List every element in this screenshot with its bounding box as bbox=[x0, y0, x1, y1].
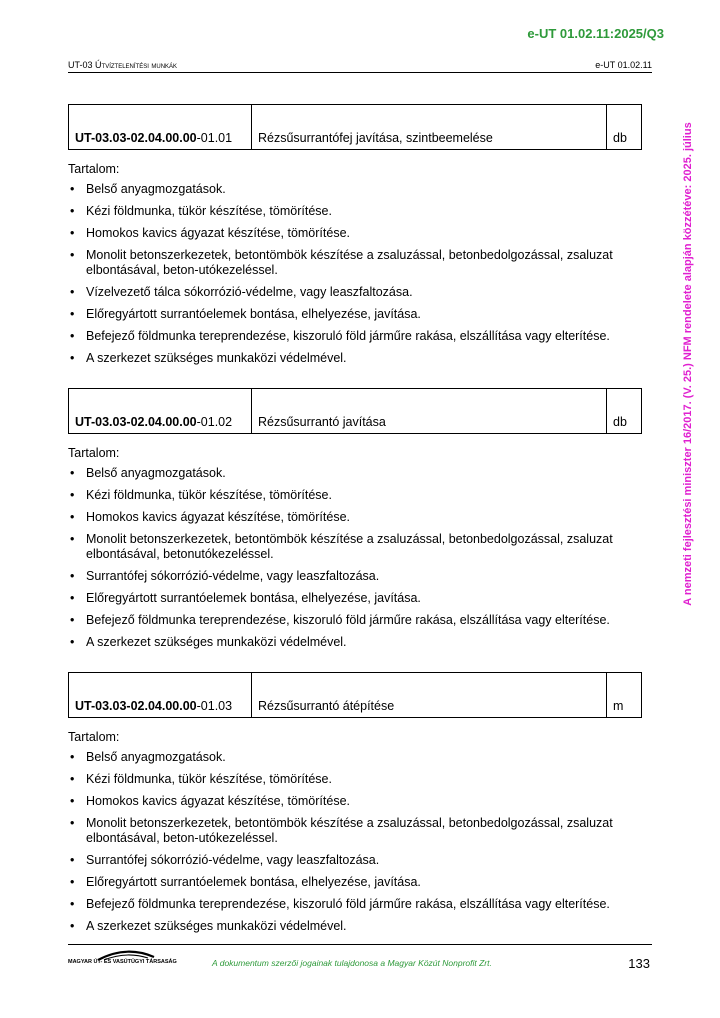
header-divider bbox=[68, 72, 652, 73]
item-code-cell bbox=[69, 105, 252, 150]
side-note-text: A nemzeti fejlesztési miniszter 16/2017. (V. 25.) NFM rendelete alapján közzétéve: 2025. július bbox=[682, 122, 694, 606]
list-item: • Előregyártott surrantóelemek bontása, elhelyezése, javítása. bbox=[70, 875, 421, 889]
list-item: • Kézi földmunka, tükör készítése, tömörítése. bbox=[70, 488, 332, 502]
list-item: • Kézi földmunka, tükör készítése, tömörítése. bbox=[70, 204, 332, 218]
list-item: • Belső anyagmozgatások. bbox=[70, 466, 226, 480]
list-item: • Előregyártott surrantóelemek bontása, elhelyezése, javítása. bbox=[70, 307, 421, 321]
header-prefix: UT-03 bbox=[68, 60, 93, 70]
list-item: • Monolit betonszerkezetek, betontömbök készítése a zsaluzással, betonbedolgozással, zsaluzat elbontásával, beton-utókezeléssel. bbox=[70, 248, 613, 277]
list-item: • Befejező földmunka tereprendezése, kiszoruló föld járműre rakása, elszállítása vagy elterítése. bbox=[70, 329, 610, 343]
content-label: Tartalom: bbox=[68, 730, 120, 744]
item-unit-cell: db bbox=[607, 105, 642, 150]
item-code-main: UT-03.03-02.04.00.00 bbox=[75, 699, 197, 713]
list-item: • A szerkezet szükséges munkaközi védelmével. bbox=[70, 351, 347, 365]
list-item: • Monolit betonszerkezetek, betontömbök készítése a zsaluzással, betonbedolgozással, zsaluzat elbontásával, beton-utókezeléssel. bbox=[70, 816, 613, 845]
org-logo bbox=[68, 949, 178, 971]
item-code-main: UT-03.03-02.04.00.00 bbox=[75, 415, 197, 429]
item-unit-cell: db bbox=[607, 389, 642, 434]
list-item: • Belső anyagmozgatások. bbox=[70, 182, 226, 196]
item-header-table bbox=[68, 388, 642, 434]
running-header-right: e-UT 01.02.11 bbox=[595, 60, 652, 70]
list-item: • Kézi földmunka, tükör készítése, tömörítése. bbox=[70, 772, 332, 786]
footer-divider bbox=[68, 944, 652, 945]
list-item: • A szerkezet szükséges munkaközi védelmével. bbox=[70, 919, 347, 933]
list-item: • Surrantófej sókorrózió-védelme, vagy leaszfaltozása. bbox=[70, 853, 380, 867]
content-label: Tartalom: bbox=[68, 162, 120, 176]
running-header-left bbox=[68, 60, 177, 70]
item-code-main: UT-03.03-02.04.00.00 bbox=[75, 131, 197, 145]
list-item: • A szerkezet szükséges munkaközi védelmével. bbox=[70, 635, 347, 649]
item-title-cell: Rézsűsurrantófej javítása, szintbeemelése bbox=[252, 105, 607, 150]
content-list bbox=[68, 750, 642, 934]
list-item: • Homokos kavics ágyazat készítése, tömörítése. bbox=[70, 794, 350, 808]
item-section bbox=[68, 388, 642, 657]
side-publication-note bbox=[677, 96, 699, 632]
item-code-suffix: -01.01 bbox=[196, 131, 233, 145]
list-item: • Homokos kavics ágyazat készítése, tömörítése. bbox=[70, 226, 350, 240]
list-item: • Belső anyagmozgatások. bbox=[70, 750, 226, 764]
item-title-cell: Rézsűsurrantó átépítése bbox=[252, 673, 607, 718]
item-code-suffix: -01.03 bbox=[196, 699, 233, 713]
document-code: e-UT 01.02.11:2025/Q3 bbox=[527, 26, 664, 41]
item-code-suffix: -01.02 bbox=[196, 415, 233, 429]
list-item: • Surrantófej sókorrózió-védelme, vagy leaszfaltozása. bbox=[70, 569, 380, 583]
org-name: MAGYAR ÚT- ÉS VASÚTÜGYI TÁRSASÁG bbox=[68, 959, 177, 965]
item-code-cell bbox=[69, 673, 252, 718]
list-item: • Vízelvezető tálca sókorrózió-védelme, vagy leaszfaltozása. bbox=[70, 285, 413, 299]
item-header-table bbox=[68, 104, 642, 150]
item-header-table bbox=[68, 672, 642, 718]
item-code-cell bbox=[69, 389, 252, 434]
item-section bbox=[68, 104, 642, 373]
content-list bbox=[68, 182, 642, 366]
list-item: • Befejező földmunka tereprendezése, kiszoruló föld járműre rakása, elszállítása vagy elterítése. bbox=[70, 613, 610, 627]
list-item: • Monolit betonszerkezetek, betontömbök készítése a zsaluzással, betonbedolgozással, zsaluzat elbontásával, betonutókezeléssel. bbox=[70, 532, 613, 561]
list-item: • Befejező földmunka tereprendezése, kiszoruló föld járműre rakása, elszállítása vagy elterítése. bbox=[70, 897, 610, 911]
list-item: • Előregyártott surrantóelemek bontása, elhelyezése, javítása. bbox=[70, 591, 421, 605]
content-list bbox=[68, 466, 642, 650]
item-unit-cell: m bbox=[607, 673, 642, 718]
copyright-note: A dokumentum szerzői jogainak tulajdonosa a Magyar Közút Nonprofit Zrt. bbox=[212, 958, 492, 968]
list-item: • Homokos kavics ágyazat készítése, tömörítése. bbox=[70, 510, 350, 524]
header-title: Útvíztelenítési munkák bbox=[95, 60, 178, 70]
item-section bbox=[68, 672, 642, 941]
page-number: 133 bbox=[628, 956, 650, 971]
item-title-cell: Rézsűsurrantó javítása bbox=[252, 389, 607, 434]
content-label: Tartalom: bbox=[68, 446, 120, 460]
